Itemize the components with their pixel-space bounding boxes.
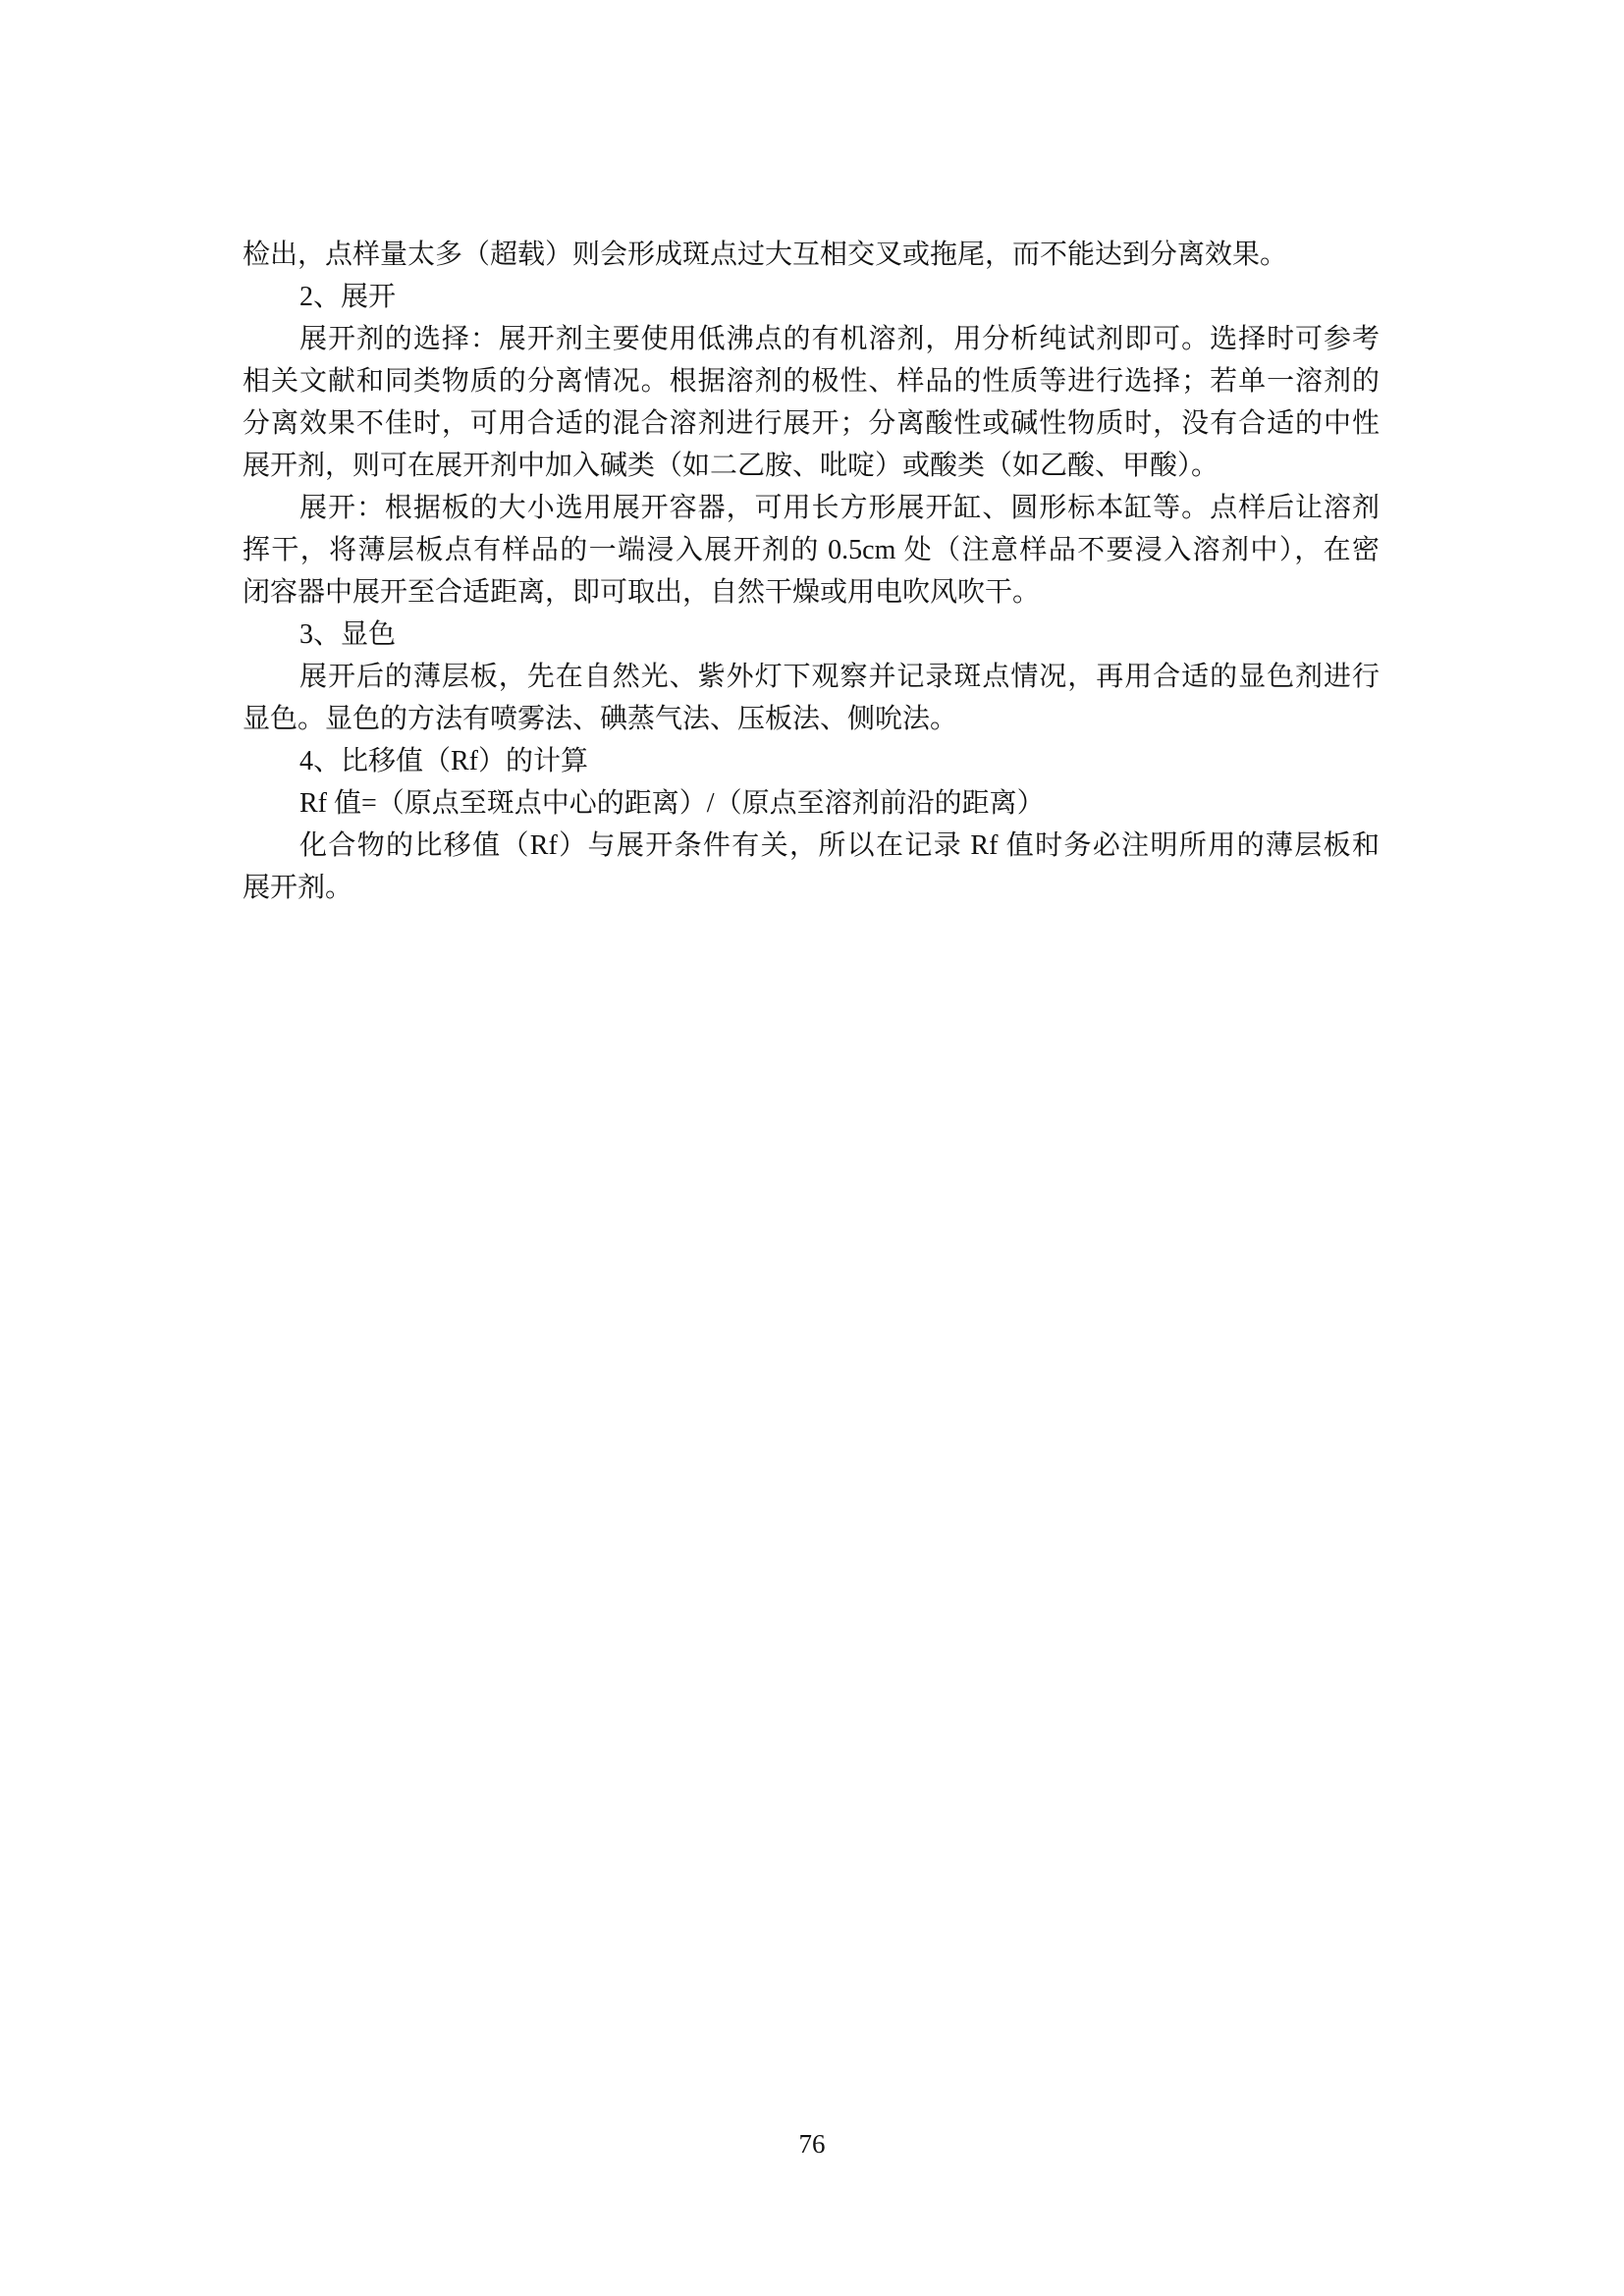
text-line-heading: 3、显色 bbox=[299, 619, 397, 650]
text-line: 展开剂，则可在展开剂中加入碱类（如二乙胺、吡啶）或酸类（如乙酸、甲酸）。 bbox=[243, 451, 1219, 481]
text-line-heading: 2、展开 bbox=[299, 282, 397, 312]
text-line: 检出，点样量太多（超载）则会形成斑点过大互相交叉或拖尾，而不能达到分离效果。 bbox=[243, 240, 1288, 270]
text-line-formula: Rf 值=（原点至斑点中心的距离）/（原点至溶剂前沿的距离） bbox=[299, 788, 1045, 819]
text-line: 相关文献和同类物质的分离情况。根据溶剂的极性、样品的性质等进行选择；若单一溶剂的 bbox=[243, 366, 1380, 397]
text-line: 化合物的比移值（Rf）与展开条件有关，所以在记录 Rf 值时务必注明所用的薄层板和 bbox=[299, 830, 1380, 861]
text-line: 展开：根据板的大小选用展开容器，可用长方形展开缸、圆形标本缸等。点样后让溶剂 bbox=[299, 493, 1380, 523]
text-line: 闭容器中展开至合适距离，即可取出，自然干燥或用电吹风吹干。 bbox=[243, 577, 1041, 608]
text-line: 分离效果不佳时，可用合适的混合溶剂进行展开；分离酸性或碱性物质时，没有合适的中性 bbox=[243, 408, 1380, 439]
text-line: 显色。显色的方法有喷雾法、碘蒸气法、压板法、侧吮法。 bbox=[243, 704, 958, 734]
text-line: 展开剂的选择：展开剂主要使用低沸点的有机溶剂，用分析纯试剂即可。选择时可参考 bbox=[299, 324, 1380, 354]
page-number: 76 bbox=[798, 2129, 826, 2159]
body-text bbox=[243, 234, 1380, 909]
text-line: 展开剂。 bbox=[243, 873, 353, 903]
text-line-heading: 4、比移值（Rf）的计算 bbox=[299, 746, 589, 776]
text-line: 展开后的薄层板，先在自然光、紫外灯下观察并记录斑点情况，再用合适的显色剂进行 bbox=[299, 662, 1380, 692]
text-line: 挥干，将薄层板点有样品的一端浸入展开剂的 0.5cm 处（注意样品不要浸入溶剂中），在密 bbox=[243, 535, 1380, 565]
